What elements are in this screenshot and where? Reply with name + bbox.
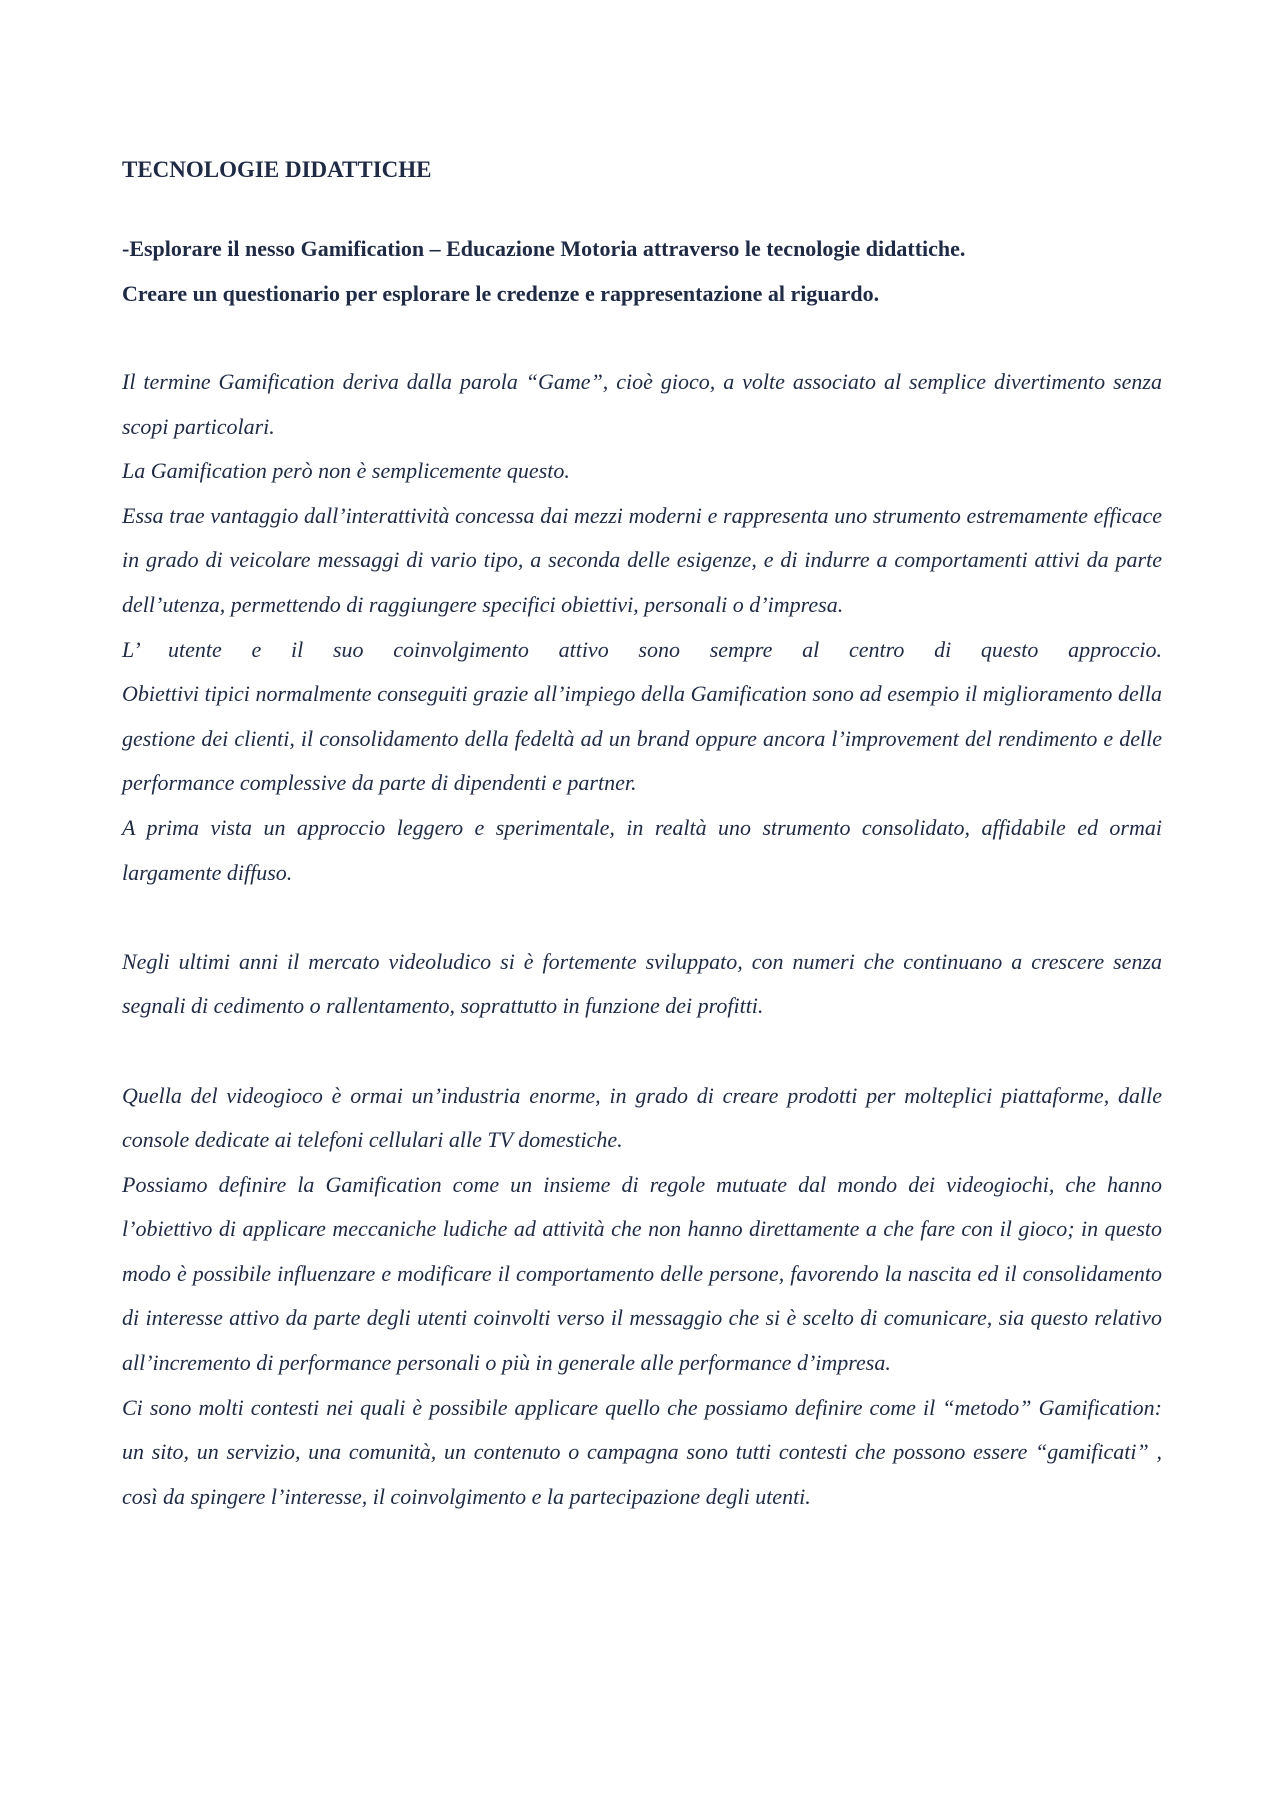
paragraph: Il termine Gamification deriva dalla parola “Game”, cioè gioco, a volte associato al semplice divertimento senza scopi particolari.	[122, 369, 1162, 439]
paragraph: La Gamification però non è semplicemente questo.	[122, 458, 570, 484]
document-subtitle	[122, 226, 1162, 316]
paragraph: Essa trae vantaggio dall’interattività concessa dai mezzi moderni e rappresenta uno strumento estremamente efficace in grado di veicolare messaggi di vario tipo, a seconda delle esigenze, e di indurre a comportamenti attivi da parte dell’utenza, permettendo di raggiungere specifici obiettivi, personali o d’impresa.	[122, 502, 1162, 617]
section-market	[122, 940, 1162, 1029]
paragraph: Ci sono molti contesti nei quali è possibile applicare quello che possiamo definire come il “metodo” Gamification: un sito, un servizio, una comunità, un contenuto o campagna sono tutti contesti che possono essere “gamificati” , così da spingere l’interesse, il coinvolgimento e la partecipazione degli utenti.	[122, 1394, 1162, 1509]
section-definition	[122, 1074, 1162, 1520]
section-introduction	[122, 360, 1162, 895]
paragraph: A prima vista un approccio leggero e sperimentale, in realtà uno strumento consolidato, affidabile ed ormai largamente diffuso.	[122, 814, 1162, 885]
paragraph: Quella del videogioco è ormai un’industria enorme, in grado di creare prodotti per molteplici piattaforme, dalle console dedicate ai telefoni cellulari alle TV domestiche.	[122, 1082, 1162, 1153]
document-page	[122, 150, 1162, 1519]
document-title: TECNOLOGIE DIDATTICHE	[122, 157, 432, 182]
subtitle-line-2: Creare un questionario per esplorare le credenze e rappresentazione al riguardo.	[122, 281, 880, 306]
subtitle-line-1: -Esplorare il nesso Gamification – Educazione Motoria attraverso le tecnologie didattiche.	[122, 236, 966, 261]
paragraph: Negli ultimi anni il mercato videoludico si è fortemente sviluppato, con numeri che continuano a crescere senza segnali di cedimento o rallentamento, soprattutto in funzione dei profitti.	[122, 948, 1162, 1019]
paragraph: Obiettivi tipici normalmente conseguiti grazie all’impiego della Gamification sono ad esempio il miglioramento della gestione dei clienti, il consolidamento della fedeltà ad un brand oppure ancora l’improvement del rendimento e delle performance complessive da parte di dipendenti e partner.	[122, 681, 1162, 796]
paragraph: Possiamo definire la Gamification come un insieme di regole mutuate dal mondo dei videogiochi, che hanno l’obiettivo di applicare meccaniche ludiche ad attività che non hanno direttamente a che fare con il gioco; in questo modo è possibile influenzare e modificare il comportamento delle persone, favorendo la nascita ed il consolidamento di interesse attivo da parte degli utenti coinvolti verso il messaggio che si è scelto di comunicare, sia questo relativo all’incremento di performance personali o più in generale alle performance d’impresa.	[122, 1171, 1162, 1376]
paragraph: L’ utente e il suo coinvolgimento attivo sono sempre al centro di questo approccio.	[122, 636, 1162, 662]
